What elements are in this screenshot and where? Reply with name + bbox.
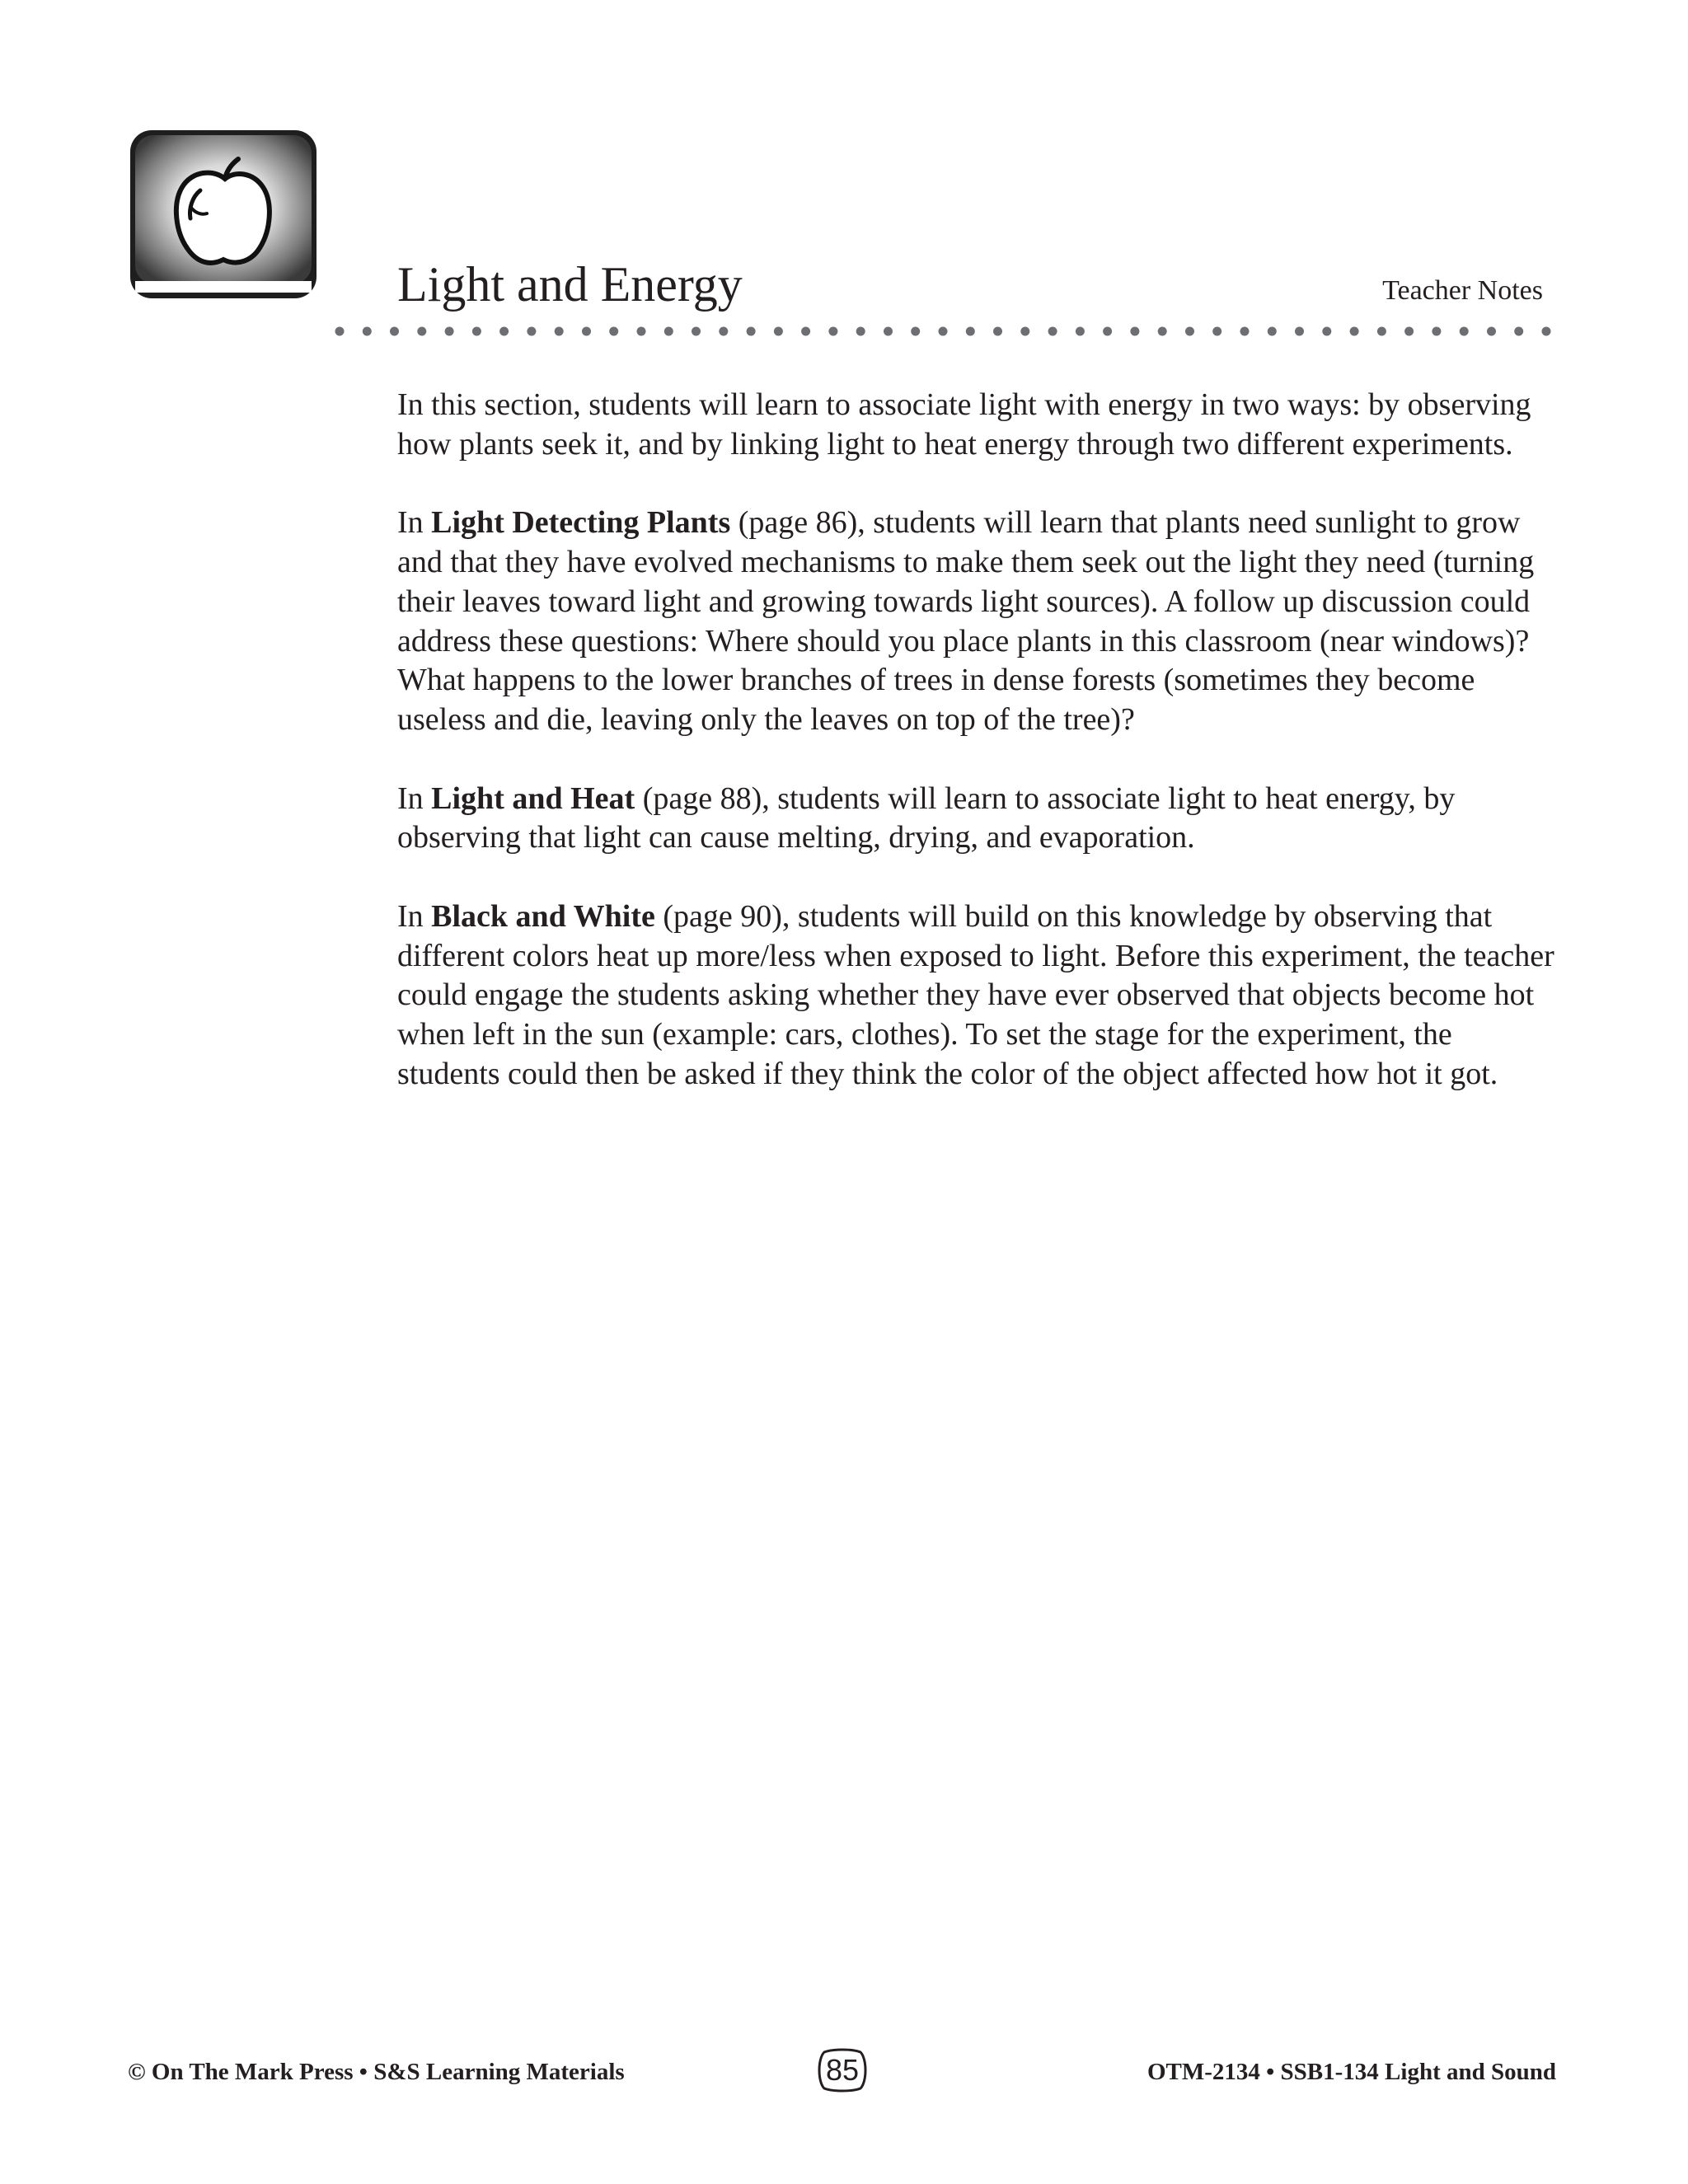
divider-dot <box>472 327 481 336</box>
light-detecting-plants-paragraph: In Light Detecting Plants (page 86), students will learn that plants need sunlight to grow and that they have evolved mechanisms to make them seek out the light they need (turning their leaves toward light and growing towards light sources). A follow up discussion could address these questions: Where should you place plants in this classroom (near windows)? What happens to the lower branches of trees in dense forests (sometimes they become useless and die, leaving only the leaves on top of the tree)? <box>397 505 1535 737</box>
divider-dot <box>801 327 810 336</box>
activity-title: Black and White <box>431 899 655 935</box>
divider-dot <box>692 327 701 336</box>
light-and-heat-paragraph: In Light and Heat (page 88), students will learn to associate light to heat energy, by observing that light can cause melting, drying, and evaporation. <box>397 780 1456 855</box>
divider-dot <box>1103 327 1112 336</box>
divider-dot <box>1542 327 1551 336</box>
divider-dot <box>1185 327 1194 336</box>
divider-dot <box>1432 327 1441 336</box>
divider-dot <box>555 327 564 336</box>
divider-dot <box>637 327 646 336</box>
divider-dot <box>828 327 837 336</box>
divider-dot <box>335 327 345 336</box>
divider-dot <box>911 327 920 336</box>
section-label: Teacher Notes <box>1382 275 1543 306</box>
divider-dot <box>747 327 756 336</box>
divider-dot <box>1048 327 1057 336</box>
divider-dot <box>856 327 865 336</box>
divider-dot <box>939 327 948 336</box>
divider-dot <box>1076 327 1085 336</box>
divider-dot <box>1487 327 1496 336</box>
divider-dot <box>1020 327 1029 336</box>
dotted-divider <box>333 321 1553 341</box>
activity-title: Light Detecting Plants <box>431 505 731 541</box>
divider-dot <box>363 327 372 336</box>
divider-dot <box>774 327 783 336</box>
divider-dot <box>499 327 509 336</box>
divider-dot <box>1295 327 1304 336</box>
divider-dot <box>445 327 454 336</box>
divider-dot <box>719 327 728 336</box>
divider-dot <box>1350 327 1359 336</box>
divider-dot <box>993 327 1002 336</box>
footer-copyright: © On The Mark Press • S&S Learning Materials <box>128 2059 625 2085</box>
divider-dot <box>609 327 618 336</box>
divider-dot <box>1322 327 1331 336</box>
page-number: 85 <box>816 2047 869 2093</box>
divider-dot <box>884 327 893 336</box>
divider-dot <box>1130 327 1139 336</box>
divider-dot <box>417 327 426 336</box>
divider-dot <box>1240 327 1250 336</box>
apple-icon <box>128 128 319 301</box>
body-text <box>397 386 1561 1134</box>
black-and-white-paragraph: In Black and White (page 90), students will build on this knowledge by observing that different colors heat up more/less when exposed to light. Before this experiment, the teacher could engage the students asking whether they have ever observed that objects become hot when left in the sun (example: cars, clothes). To set the stage for the experiment, the students could then be asked if they think the color of the object affected how hot it got. <box>397 899 1554 1091</box>
activity-title: Light and Heat <box>431 780 635 816</box>
divider-dot <box>1460 327 1469 336</box>
page-title: Light and Energy <box>397 257 743 312</box>
divider-dot <box>582 327 591 336</box>
divider-dot <box>1377 327 1386 336</box>
divider-dot <box>1404 327 1414 336</box>
divider-dot <box>1212 327 1221 336</box>
divider-dot <box>966 327 975 336</box>
divider-dot <box>1268 327 1277 336</box>
divider-dot <box>390 327 399 336</box>
intro-paragraph: In this section, students will learn to associate light with energy in two ways: by observing how plants seek it, and by linking light to heat energy through two different experiments. <box>397 387 1531 462</box>
divider-dot <box>664 327 673 336</box>
divider-dot <box>527 327 536 336</box>
footer-product-code: OTM-2134 • SSB1-134 Light and Sound <box>1146 2059 1556 2085</box>
divider-dot <box>1158 327 1167 336</box>
divider-dot <box>1514 327 1523 336</box>
